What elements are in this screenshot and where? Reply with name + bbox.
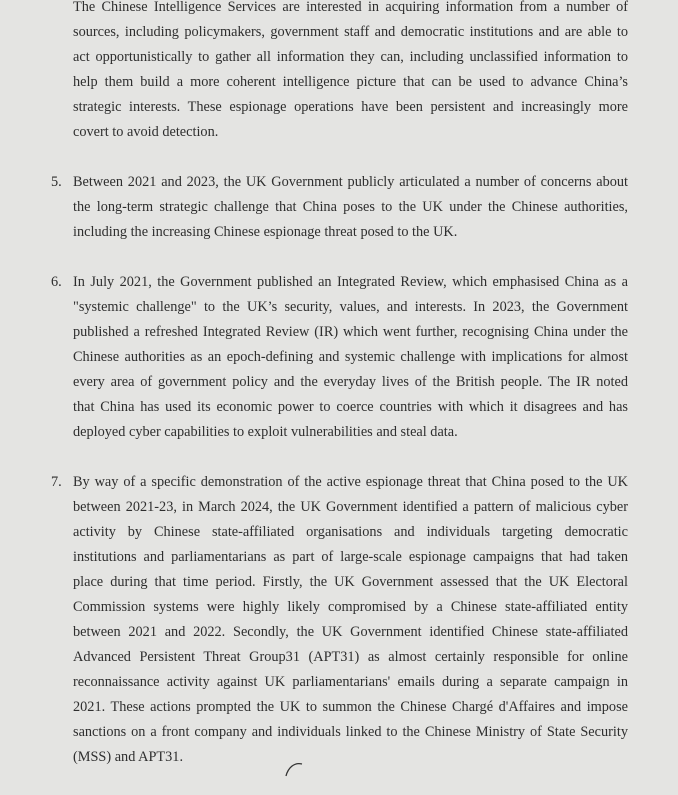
text-line: covert to avoid detection. [73,124,219,140]
text-line: In July 2021, the Government published an Integrated Review, which emphasised China as a [73,274,628,290]
signature-mark [280,760,320,780]
text-line: By way of a specific demonstration of the active espionage threat that China posed to the UK [73,474,628,490]
paragraph-number: 5. [51,174,62,190]
text-line: the long-term strategic challenge that China poses to the UK under the Chinese authorities, [73,199,628,215]
text-line: "systemic challenge" to the UK’s security, values, and interests. In 2023, the Government [73,299,628,315]
paragraph [0,170,678,245]
text-line: institutions and parliamentarians as part of large-scale espionage campaigns that had taken [73,549,628,565]
text-line: 2021. These actions prompted the UK to summon the Chinese Chargé d'Affaires and impose [73,699,628,715]
text-line: between 2021 and 2022. Secondly, the UK Government identified Chinese state-affiliated [73,624,628,640]
text-line: activity by Chinese state-affiliated organisations and individuals targeting democratic [73,524,628,540]
text-line: (MSS) and APT31. [73,749,184,765]
text-line: deployed cyber capabilities to exploit vulnerabilities and steal data. [73,424,458,440]
paragraph-number: 7. [51,474,62,490]
paragraph [0,470,678,770]
text-line: Between 2021 and 2023, the UK Government publicly articulated a number of concerns about [73,174,628,190]
paragraph [0,0,678,145]
text-line: sources, including policymakers, government staff and democratic institutions and are able to [73,24,628,40]
text-line: published a refreshed Integrated Review (IR) which went further, recognising China under the [73,324,628,340]
text-line: place during that time period. Firstly, the UK Government assessed that the UK Electoral [73,574,628,590]
text-line: act opportunistically to gather all information they can, including unclassified information to [73,49,628,65]
paragraph [0,270,678,445]
paragraph-number: 6. [51,274,62,290]
text-line: strategic interests. These espionage operations have been persistent and increasingly more [73,99,628,115]
text-line: Chinese authorities as an epoch-defining and systemic challenge with implications for almost [73,349,628,365]
text-line: Commission systems were highly likely compromised by a Chinese state-affiliated entity [73,599,628,615]
text-line: that China has used its economic power to coerce countries with which it disagrees and has [73,399,628,415]
text-line: Advanced Persistent Threat Group31 (APT31) as almost certainly responsible for online [73,649,628,665]
text-line: sanctions on a front company and individuals linked to the Chinese Ministry of State Security [73,724,628,740]
text-line: every area of government policy and the everyday lives of the British people. The IR noted [73,374,628,390]
text-line: The Chinese Intelligence Services are interested in acquiring information from a number of [73,0,628,15]
text-line: reconnaissance activity against UK parliamentarians' emails during a separate campaign in [73,674,628,690]
text-line: help them build a more coherent intelligence picture that can be used to advance China’s [73,74,628,90]
text-line: including the increasing Chinese espionage threat posed to the UK. [73,224,458,240]
text-line: between 2021-23, in March 2024, the UK Government identified a pattern of malicious cyber [73,499,628,515]
